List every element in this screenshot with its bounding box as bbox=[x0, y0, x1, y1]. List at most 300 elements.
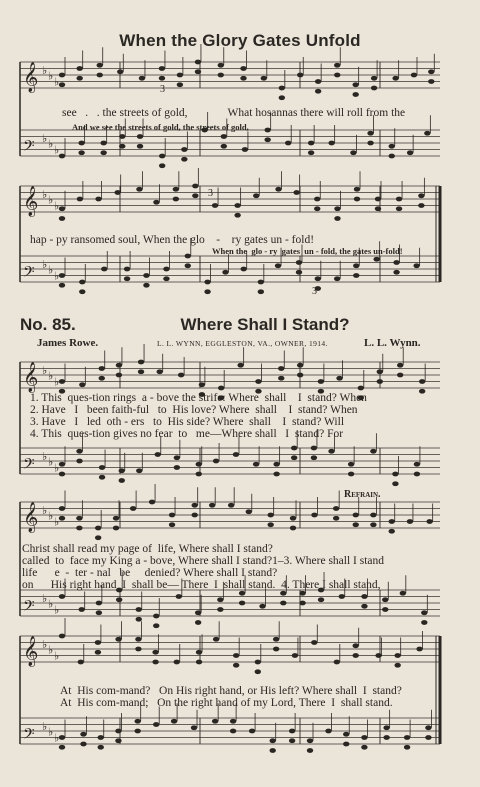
note-head bbox=[159, 66, 165, 71]
note-head bbox=[421, 620, 427, 625]
note-head bbox=[78, 660, 84, 665]
note-head bbox=[204, 289, 210, 294]
note-head bbox=[311, 513, 317, 518]
note-head bbox=[289, 729, 295, 734]
note-head bbox=[153, 200, 159, 205]
lyric-line-small: And we see the streets of gold, the streets of gold, bbox=[72, 122, 249, 132]
note-head bbox=[278, 376, 284, 381]
note-head bbox=[99, 366, 105, 371]
copyright-notice: L. L. WYNN, EGGLESTON, VA., OWNER, 1914. bbox=[157, 339, 328, 348]
note-head bbox=[352, 82, 358, 87]
note-head bbox=[280, 601, 286, 606]
note-head bbox=[98, 745, 104, 750]
note-head bbox=[196, 462, 202, 467]
note-head bbox=[233, 452, 239, 457]
note-head bbox=[361, 735, 367, 740]
note-head bbox=[279, 95, 285, 100]
flat-icon: ♭ bbox=[54, 604, 60, 617]
note-head bbox=[414, 462, 420, 467]
note-head bbox=[273, 637, 279, 642]
note-head bbox=[264, 128, 270, 133]
note-head bbox=[153, 614, 159, 619]
flat-icon: ♭ bbox=[54, 732, 60, 745]
note-head bbox=[404, 735, 410, 740]
note-head bbox=[358, 386, 364, 391]
lyric-line: Christ shall read my page of life, Where shall I stand? bbox=[22, 543, 273, 555]
note-head bbox=[99, 376, 105, 381]
note-head bbox=[261, 76, 267, 81]
note-head bbox=[101, 267, 107, 272]
note-head bbox=[137, 134, 143, 139]
note-head bbox=[240, 76, 246, 81]
flat-icon: ♭ bbox=[48, 70, 54, 83]
note-head bbox=[367, 131, 373, 136]
note-head bbox=[97, 63, 103, 68]
note-head bbox=[134, 719, 140, 724]
note-head bbox=[100, 141, 106, 146]
note-head bbox=[79, 280, 85, 285]
note-head bbox=[119, 134, 125, 139]
note-head bbox=[353, 643, 359, 648]
note-head bbox=[59, 379, 65, 384]
note-head bbox=[99, 475, 105, 480]
note-head bbox=[428, 79, 434, 84]
note-head bbox=[143, 273, 149, 278]
note-head bbox=[275, 263, 281, 268]
note-head bbox=[416, 647, 422, 652]
note-head bbox=[291, 455, 297, 460]
note-head bbox=[212, 203, 218, 208]
note-head bbox=[59, 634, 65, 639]
note-head bbox=[343, 732, 349, 737]
note-head bbox=[185, 254, 191, 259]
note-head bbox=[155, 452, 161, 457]
note-head bbox=[348, 472, 354, 477]
note-head bbox=[76, 526, 82, 531]
note-head bbox=[228, 503, 234, 508]
note-head bbox=[404, 745, 410, 750]
note-head bbox=[308, 141, 314, 146]
note-head bbox=[59, 206, 65, 211]
note-head bbox=[279, 86, 285, 91]
note-head bbox=[176, 594, 182, 599]
note-head bbox=[354, 187, 360, 192]
note-head bbox=[98, 735, 104, 740]
note-head bbox=[239, 601, 245, 606]
note-head bbox=[204, 280, 210, 285]
note-head bbox=[130, 506, 136, 511]
note-head bbox=[79, 289, 85, 294]
note-head bbox=[233, 653, 239, 658]
note-head bbox=[383, 725, 389, 730]
note-head bbox=[293, 190, 299, 195]
note-head bbox=[153, 623, 159, 628]
note-head bbox=[400, 591, 406, 596]
note-head bbox=[314, 197, 320, 202]
treble-clef-icon: 𝄞 bbox=[23, 186, 39, 217]
note-head bbox=[296, 270, 302, 275]
note-head bbox=[181, 157, 187, 162]
flat-icon: ♭ bbox=[42, 258, 48, 271]
note-head bbox=[339, 594, 345, 599]
note-head bbox=[143, 283, 149, 288]
bass-clef-icon: 𝄢 bbox=[23, 137, 35, 159]
note-head bbox=[407, 150, 413, 155]
note-head bbox=[169, 522, 175, 527]
note-head bbox=[241, 267, 247, 272]
note-head bbox=[353, 653, 359, 658]
note-head bbox=[273, 462, 279, 467]
flat-icon: ♭ bbox=[54, 200, 60, 213]
note-head bbox=[394, 663, 400, 668]
lyric-line: life e - ter - nal be denied? Where shall I stand? bbox=[22, 567, 278, 579]
note-head bbox=[217, 607, 223, 612]
note-head bbox=[153, 722, 159, 727]
note-head bbox=[159, 163, 165, 168]
treble-clef-icon: 𝄞 bbox=[23, 636, 39, 667]
music-credit: L. L. Wynn. bbox=[364, 337, 421, 349]
bass-clef-icon: 𝄢 bbox=[23, 725, 35, 747]
note-head bbox=[163, 276, 169, 281]
note-head bbox=[59, 472, 65, 477]
triplet-mark: 3 bbox=[160, 84, 165, 95]
bass-clef-icon: 𝄢 bbox=[23, 455, 35, 477]
note-head bbox=[275, 187, 281, 192]
flat-icon: ♭ bbox=[42, 132, 48, 145]
note-head bbox=[396, 197, 402, 202]
note-head bbox=[217, 597, 223, 602]
note-head bbox=[59, 154, 65, 159]
note-head bbox=[59, 216, 65, 221]
lyric-line: on His right hand I shall be— There I shall stand. 4. There I shall stand, bbox=[22, 579, 381, 591]
note-head bbox=[375, 653, 381, 658]
note-head bbox=[196, 650, 202, 655]
hymn-title-where-shall-i-stand: Where Shall I Stand? bbox=[180, 315, 350, 334]
note-head bbox=[311, 640, 317, 645]
note-head bbox=[221, 144, 227, 149]
note-head bbox=[199, 382, 205, 387]
note-head bbox=[191, 725, 197, 730]
flat-icon: ♭ bbox=[42, 364, 48, 377]
bass-clef-icon: 𝄢 bbox=[23, 597, 35, 619]
triplet-mark: 3 bbox=[208, 188, 213, 199]
flat-icon: ♭ bbox=[42, 450, 48, 463]
note-head bbox=[59, 283, 65, 288]
flat-icon: ♭ bbox=[42, 504, 48, 517]
note-head bbox=[334, 660, 340, 665]
note-head bbox=[195, 69, 201, 74]
note-head bbox=[413, 263, 419, 268]
note-head bbox=[174, 660, 180, 665]
note-head bbox=[315, 79, 321, 84]
note-head bbox=[221, 134, 227, 139]
note-head bbox=[392, 472, 398, 477]
note-head bbox=[212, 719, 218, 724]
note-head bbox=[290, 526, 296, 531]
note-head bbox=[178, 373, 184, 378]
note-head bbox=[136, 617, 142, 622]
note-head bbox=[95, 535, 101, 540]
note-head bbox=[382, 607, 388, 612]
flat-icon: ♭ bbox=[54, 270, 60, 283]
note-head bbox=[375, 206, 381, 211]
note-head bbox=[278, 366, 284, 371]
note-head bbox=[348, 462, 354, 467]
note-head bbox=[124, 276, 130, 281]
note-head bbox=[371, 86, 377, 91]
note-head bbox=[393, 270, 399, 275]
note-head bbox=[289, 738, 295, 743]
note-head bbox=[163, 267, 169, 272]
lyric-line: At His com-mand? On His right hand, or His left? Where shall I stand? bbox=[60, 685, 402, 697]
note-head bbox=[370, 522, 376, 527]
note-head bbox=[119, 468, 125, 473]
note-head bbox=[418, 203, 424, 208]
note-head bbox=[253, 462, 259, 467]
note-head bbox=[100, 150, 106, 155]
note-head bbox=[95, 640, 101, 645]
note-head bbox=[255, 660, 261, 665]
note-head bbox=[113, 526, 119, 531]
note-head bbox=[421, 610, 427, 615]
note-head bbox=[59, 82, 65, 87]
note-head bbox=[354, 197, 360, 202]
note-head bbox=[396, 206, 402, 211]
note-head bbox=[270, 738, 276, 743]
note-head bbox=[59, 745, 65, 750]
note-head bbox=[79, 607, 85, 612]
note-head bbox=[389, 519, 395, 524]
note-head bbox=[195, 610, 201, 615]
verse-line-3: 3. Have I led oth - ers to His side? Where shall I stand? Will bbox=[30, 416, 345, 428]
note-head bbox=[59, 506, 65, 511]
note-head bbox=[135, 637, 141, 642]
refrain-label: Refrain. bbox=[344, 489, 381, 500]
note-head bbox=[377, 369, 383, 374]
note-head bbox=[152, 650, 158, 655]
note-head bbox=[292, 653, 298, 658]
note-head bbox=[333, 516, 339, 521]
note-head bbox=[136, 468, 142, 473]
note-head bbox=[290, 516, 296, 521]
note-head bbox=[267, 522, 273, 527]
triplet-mark: 3 bbox=[312, 286, 317, 297]
note-head bbox=[77, 197, 83, 202]
note-head bbox=[242, 147, 248, 152]
note-head bbox=[392, 481, 398, 486]
note-head bbox=[149, 500, 155, 505]
note-head bbox=[116, 373, 122, 378]
note-head bbox=[407, 519, 413, 524]
note-head bbox=[285, 141, 291, 146]
bass-clef-icon: 𝄢 bbox=[23, 263, 35, 285]
note-head bbox=[419, 379, 425, 384]
note-head bbox=[76, 449, 82, 454]
note-head bbox=[333, 506, 339, 511]
note-head bbox=[334, 276, 340, 281]
flat-icon: ♭ bbox=[48, 370, 54, 383]
note-head bbox=[152, 660, 158, 665]
note-head bbox=[192, 193, 198, 198]
note-head bbox=[173, 187, 179, 192]
note-head bbox=[371, 76, 377, 81]
flat-icon: ♭ bbox=[48, 194, 54, 207]
note-head bbox=[328, 449, 334, 454]
note-head bbox=[325, 729, 331, 734]
note-head bbox=[59, 516, 65, 521]
note-head bbox=[334, 216, 340, 221]
note-head bbox=[370, 449, 376, 454]
flat-icon: ♭ bbox=[54, 650, 60, 663]
flat-icon: ♭ bbox=[54, 516, 60, 529]
note-head bbox=[79, 382, 85, 387]
flat-icon: ♭ bbox=[42, 720, 48, 733]
note-head bbox=[171, 719, 177, 724]
note-head bbox=[139, 76, 145, 81]
note-head bbox=[116, 597, 122, 602]
note-head bbox=[299, 591, 305, 596]
note-head bbox=[195, 620, 201, 625]
note-head bbox=[96, 601, 102, 606]
flat-icon: ♭ bbox=[48, 456, 54, 469]
note-head bbox=[255, 379, 261, 384]
note-head bbox=[315, 89, 321, 94]
note-head bbox=[361, 745, 367, 750]
note-head bbox=[270, 748, 276, 753]
note-head bbox=[273, 472, 279, 477]
note-head bbox=[137, 144, 143, 149]
note-head bbox=[213, 637, 219, 642]
flat-icon: ♭ bbox=[48, 510, 54, 523]
note-head bbox=[253, 193, 259, 198]
note-head bbox=[425, 735, 431, 740]
note-head bbox=[78, 150, 84, 155]
note-head bbox=[393, 260, 399, 265]
note-head bbox=[113, 516, 119, 521]
note-head bbox=[377, 379, 383, 384]
note-head bbox=[264, 137, 270, 142]
note-head bbox=[382, 597, 388, 602]
note-head bbox=[138, 369, 144, 374]
note-head bbox=[196, 472, 202, 477]
note-head bbox=[273, 647, 279, 652]
note-head bbox=[136, 607, 142, 612]
note-head bbox=[76, 516, 82, 521]
note-head bbox=[218, 386, 224, 391]
note-head bbox=[425, 725, 431, 730]
flat-icon: ♭ bbox=[48, 598, 54, 611]
note-head bbox=[239, 591, 245, 596]
note-head bbox=[192, 184, 198, 189]
note-head bbox=[411, 73, 417, 78]
note-head bbox=[389, 529, 395, 534]
treble-clef-icon: 𝄞 bbox=[23, 62, 39, 93]
note-head bbox=[95, 197, 101, 202]
note-head bbox=[233, 663, 239, 668]
note-head bbox=[392, 76, 398, 81]
note-head bbox=[336, 376, 342, 381]
note-head bbox=[78, 141, 84, 146]
note-head bbox=[246, 509, 252, 514]
note-head bbox=[361, 594, 367, 599]
flat-icon: ♭ bbox=[48, 264, 54, 277]
note-head bbox=[173, 197, 179, 202]
note-head bbox=[249, 729, 255, 734]
note-head bbox=[76, 66, 82, 71]
note-head bbox=[318, 597, 324, 602]
note-head bbox=[318, 379, 324, 384]
note-head bbox=[299, 601, 305, 606]
note-head bbox=[383, 735, 389, 740]
note-head bbox=[222, 270, 228, 275]
note-head bbox=[397, 363, 403, 368]
note-head bbox=[136, 187, 142, 192]
lyric-line: see . . the streets of gold, What hosannas there will roll from the bbox=[62, 107, 406, 119]
note-head bbox=[117, 69, 123, 74]
note-head bbox=[97, 73, 103, 78]
note-head bbox=[426, 519, 432, 524]
note-head bbox=[414, 472, 420, 477]
note-head bbox=[192, 503, 198, 508]
flat-icon: ♭ bbox=[42, 188, 48, 201]
note-head bbox=[95, 526, 101, 531]
flat-icon: ♭ bbox=[42, 592, 48, 605]
note-head bbox=[59, 735, 65, 740]
flat-icon: ♭ bbox=[48, 726, 54, 739]
note-head bbox=[159, 154, 165, 159]
note-head bbox=[99, 465, 105, 470]
note-head bbox=[308, 150, 314, 155]
note-head bbox=[234, 213, 240, 218]
note-head bbox=[76, 76, 82, 81]
note-head bbox=[135, 647, 141, 652]
note-head bbox=[343, 742, 349, 747]
verse-line-2: 2. Have I been faith-ful to His love? Where shall I stand? When bbox=[30, 404, 358, 416]
flat-icon: ♭ bbox=[42, 638, 48, 651]
note-head bbox=[370, 513, 376, 518]
lyric-line: called to face my King a - bove, Where shall I stand?1–3. Where shall I stand bbox=[22, 555, 385, 567]
note-head bbox=[59, 462, 65, 467]
note-head bbox=[367, 141, 373, 146]
note-head bbox=[297, 73, 303, 78]
note-head bbox=[315, 276, 321, 281]
note-head bbox=[76, 459, 82, 464]
note-head bbox=[80, 732, 86, 737]
note-head bbox=[59, 273, 65, 278]
note-head bbox=[119, 478, 125, 483]
note-head bbox=[124, 267, 130, 272]
note-head bbox=[174, 455, 180, 460]
note-head bbox=[375, 197, 381, 202]
note-head bbox=[213, 459, 219, 464]
note-head bbox=[174, 465, 180, 470]
note-head bbox=[389, 144, 395, 149]
flat-icon: ♭ bbox=[54, 144, 60, 157]
note-head bbox=[209, 503, 215, 508]
note-head bbox=[218, 73, 224, 78]
note-head bbox=[296, 260, 302, 265]
note-head bbox=[397, 373, 403, 378]
lyric-line-small: When the glo - ry gates un - fold, the gates un-fold! bbox=[212, 246, 403, 256]
flat-icon: ♭ bbox=[54, 76, 60, 89]
note-head bbox=[80, 742, 86, 747]
note-head bbox=[419, 389, 425, 394]
note-head bbox=[297, 373, 303, 378]
note-head bbox=[352, 92, 358, 97]
note-head bbox=[259, 604, 265, 609]
note-head bbox=[181, 147, 187, 152]
flat-icon: ♭ bbox=[54, 376, 60, 389]
